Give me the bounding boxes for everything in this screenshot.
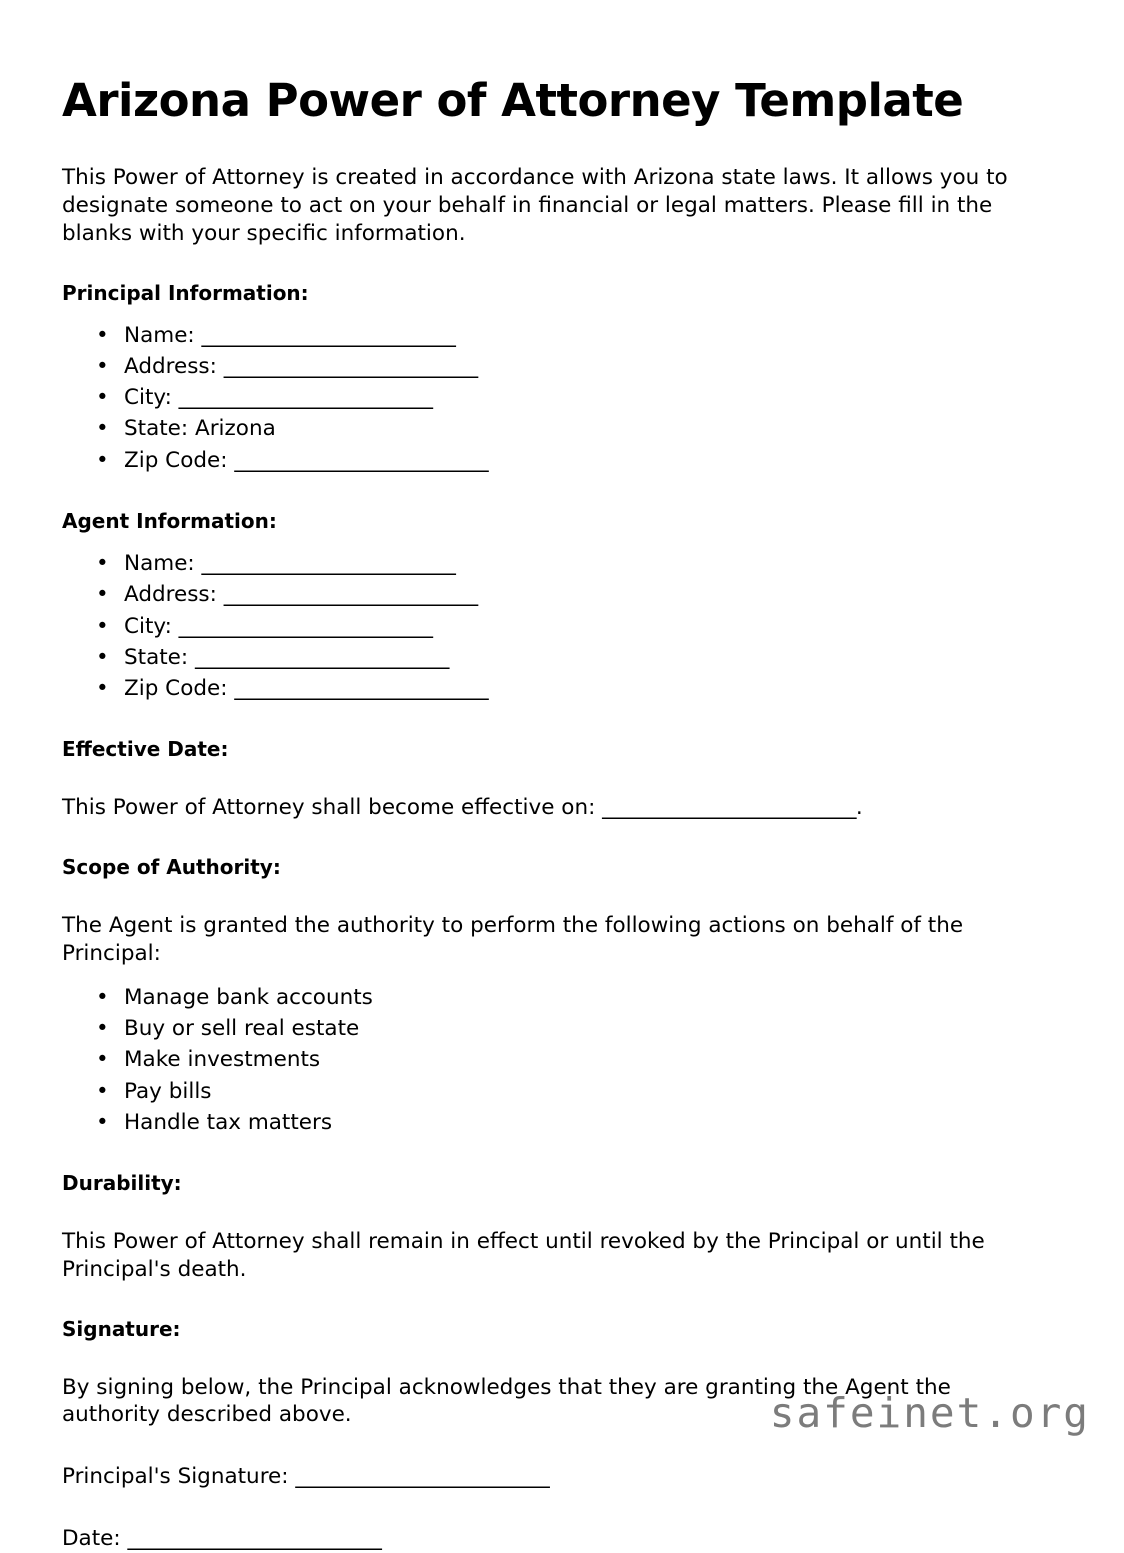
principal-signature-label: Principal's Signature: [62, 1464, 296, 1490]
effective-date-blank[interactable]: _________________________ [602, 795, 856, 821]
section-heading-principal-information: Principal Information: [62, 280, 309, 305]
principal-signature-blank[interactable]: _________________________ [295, 1464, 550, 1490]
signature-date-blank[interactable]: _________________________ [127, 1526, 382, 1552]
scope-intro-paragraph: The Agent is granted the authority to perform the following actions on behalf of the Principal: [62, 913, 964, 967]
section-heading-signature: Signature: [62, 1316, 181, 1341]
agent-field-label-name: Name: [124, 551, 195, 576]
list-item [96, 413, 1062, 444]
field-blank-address[interactable]: _________________________ [223, 353, 478, 379]
list-item: • Manage bank accounts [96, 982, 1062, 1013]
list-item [96, 673, 1062, 704]
field-label-zip-code: Zip Code: [124, 447, 228, 473]
signature-date-label: Date: [62, 1526, 128, 1552]
page-title: Arizona Power of Attorney Template [62, 74, 964, 127]
section-heading-effective-date: Effective Date: [62, 737, 229, 762]
effective-date-text: This Power of Attorney shall become effective on: [62, 795, 603, 821]
field-blank-name[interactable]: _________________________ [201, 322, 456, 348]
field-blank-city[interactable]: _________________________ [178, 385, 433, 411]
list-item: • Pay bills [96, 1076, 1062, 1107]
list-item: • Buy or sell real estate [96, 1013, 1062, 1044]
list-item [96, 320, 1062, 351]
section-heading-scope-of-authority: Scope of Authority: [62, 855, 281, 880]
field-label-city: City: [124, 385, 172, 411]
field-label-state: State: [124, 416, 189, 442]
section-heading-agent-information: Agent Information: [62, 509, 277, 533]
effective-date-line [62, 794, 1062, 822]
section-heading-durability: Durability: [62, 1171, 182, 1196]
signature-paragraph: By signing below, the Principal acknowledges that they are granting the Agent the authority described above. [62, 1374, 951, 1428]
list-item: • Make investments [96, 1044, 1062, 1075]
signature-date-line [62, 1525, 1062, 1553]
intro-paragraph: This Power of Attorney is created in accordance with Arizona state laws. It allows you to designate someone to act on your behalf in financial or legal matters. Please fill in the blanks with your specific information. [62, 165, 1008, 246]
list-item [96, 642, 1062, 673]
list-item: • Handle tax matters [96, 1107, 1062, 1138]
list-item [96, 548, 1062, 579]
durability-paragraph: This Power of Attorney shall remain in effect until revoked by the Principal or until the Principal's death. [62, 1229, 985, 1282]
agent-field-blank-state[interactable]: _________________________ [195, 644, 449, 670]
agent-field-blank-zip-code[interactable]: _________________________ [234, 676, 489, 702]
agent-field-blank-address[interactable]: _________________________ [223, 582, 478, 608]
agent-field-blank-name[interactable]: _________________________ [201, 551, 456, 576]
agent-field-label-state: State: [124, 644, 189, 670]
list-item [96, 382, 1062, 413]
list-item [96, 445, 1062, 476]
agent-field-label-address: Address: [124, 582, 217, 608]
list-item [96, 351, 1062, 382]
effective-date-period: . [855, 795, 863, 821]
agent-field-blank-city[interactable]: _________________________ [178, 613, 433, 639]
field-label-name: Name: [124, 322, 195, 348]
field-label-address: Address: [124, 353, 217, 379]
list-item [96, 579, 1062, 610]
watermark: safeinet.org [769, 1389, 1090, 1437]
field-blank-zip-code[interactable]: _________________________ [234, 447, 489, 473]
list-item [96, 611, 1062, 642]
principal-information-list [62, 320, 1062, 476]
principal-signature-line [62, 1463, 1062, 1491]
scope-of-authority-list [62, 982, 1062, 1138]
agent-information-list [62, 548, 1062, 704]
agent-field-label-city: City: [124, 613, 172, 639]
agent-field-label-zip-code: Zip Code: [124, 676, 228, 702]
field-value-state: Arizona [195, 416, 276, 442]
